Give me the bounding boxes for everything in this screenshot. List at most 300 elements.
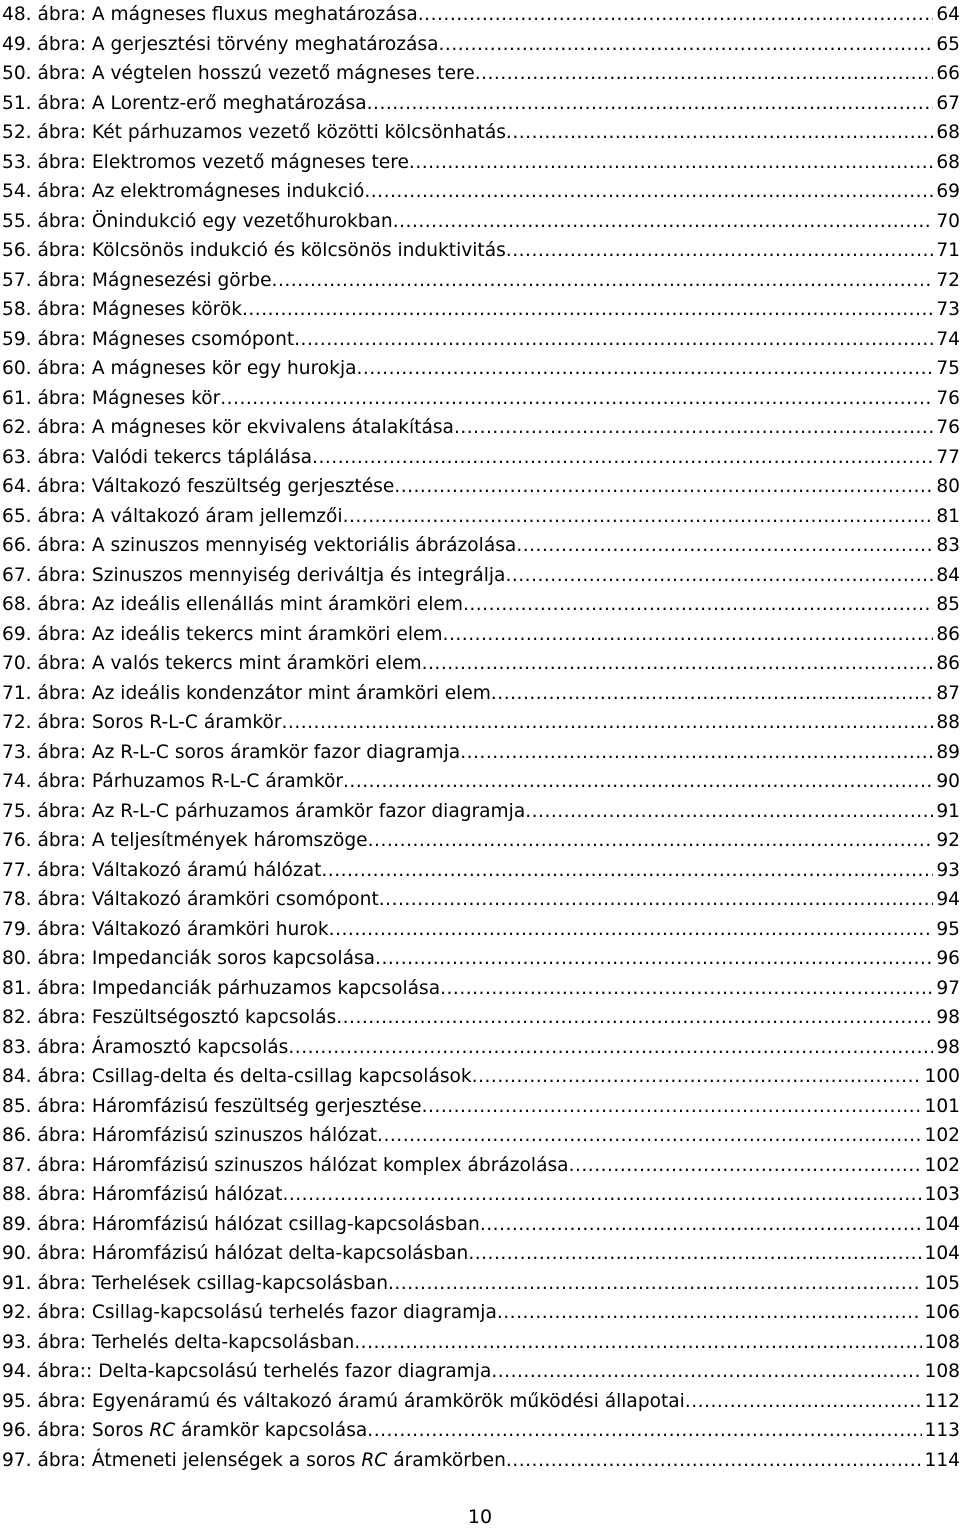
page-reference: 94 <box>936 889 960 910</box>
page-reference: 106 <box>924 1302 960 1323</box>
figure-prefix: ábra: <box>37 328 86 350</box>
dot-leader <box>282 708 934 738</box>
dot-leader <box>440 974 933 1004</box>
dot-leader <box>569 1151 922 1181</box>
dot-leader <box>525 797 933 827</box>
figure-title: Az R-L-C párhuzamos áramkör fazor diagramja <box>91 800 526 822</box>
dot-leader <box>506 236 934 266</box>
figure-number: 68. <box>2 594 32 615</box>
toc-entry[interactable] <box>2 502 960 532</box>
toc-entry-label <box>2 1210 480 1240</box>
figure-prefix: ábra: <box>37 948 86 969</box>
dot-leader <box>409 148 933 178</box>
dot-leader <box>422 1092 922 1122</box>
page-reference: 75 <box>936 358 960 379</box>
figure-title: Váltakozó áramú hálózat <box>91 859 322 881</box>
page-reference: 88 <box>936 712 960 733</box>
toc-entry-label <box>2 354 357 384</box>
figure-number: 78. <box>2 889 32 910</box>
page-reference: 74 <box>936 328 960 350</box>
figure-number: 93. <box>2 1331 32 1353</box>
figure-number: 81. <box>2 977 32 999</box>
toc-entry[interactable] <box>2 1328 960 1358</box>
page-reference: 105 <box>924 1272 960 1294</box>
toc-entry[interactable] <box>2 118 960 148</box>
figure-number: 53. <box>2 151 32 173</box>
toc-entry[interactable] <box>2 1180 960 1210</box>
figure-title: A mágneses fluxus meghatározása <box>91 4 418 25</box>
figure-prefix: ábra: <box>37 33 86 55</box>
figure-prefix: ábra: <box>37 210 86 232</box>
figure-prefix: ábra: <box>37 1213 86 1235</box>
figure-prefix: ábra: <box>37 1036 86 1058</box>
toc-entry[interactable] <box>2 325 960 355</box>
figure-title: Impedanciák párhuzamos kapcsolása <box>91 977 441 999</box>
figure-number: 61. <box>2 387 32 409</box>
figure-number: 64. <box>2 476 32 497</box>
figure-prefix: ábra: <box>37 535 86 556</box>
page-reference: 92 <box>936 830 960 851</box>
figure-number: 62. <box>2 417 32 438</box>
figure-title-part: Soros <box>91 1420 150 1441</box>
page-reference: 86 <box>936 623 960 645</box>
figure-title: Párhuzamos R-L-C áramkör <box>91 771 344 792</box>
figure-number: 80. <box>2 948 32 969</box>
page-reference: 65 <box>936 33 960 55</box>
figure-title <box>92 1420 367 1441</box>
toc-entry[interactable] <box>2 826 960 856</box>
page-reference: 72 <box>936 269 960 291</box>
page-reference: 66 <box>936 63 960 84</box>
toc-entry[interactable] <box>2 0 960 30</box>
page-reference: 104 <box>924 1213 960 1235</box>
toc-entry[interactable] <box>2 974 960 1004</box>
page-reference: 64 <box>936 4 960 25</box>
figure-title: A teljesítmények háromszöge <box>91 830 368 851</box>
figure-number: 97. <box>2 1449 32 1471</box>
toc-entry-label <box>2 1446 506 1476</box>
toc-entry[interactable] <box>2 1121 960 1151</box>
toc-entry[interactable] <box>2 384 960 414</box>
dot-leader <box>294 325 933 355</box>
dot-leader <box>282 1180 921 1210</box>
dot-leader <box>312 443 933 473</box>
figure-title: Delta-kapcsolású terhelés fazor diagramja <box>98 1361 492 1382</box>
page-reference: 108 <box>924 1361 960 1382</box>
figure-title: A Lorentz-erő meghatározása <box>91 92 367 114</box>
page-reference: 85 <box>936 594 960 615</box>
toc-entry[interactable] <box>2 295 960 325</box>
dot-leader <box>272 266 934 296</box>
page-reference: 68 <box>936 151 960 173</box>
figure-prefix: ábra: <box>37 1331 86 1353</box>
toc-entry-label <box>2 1357 491 1387</box>
figure-title: Háromfázisú szinuszos hálózat komplex ábrázolása <box>91 1154 569 1176</box>
figure-prefix: ábra:: <box>37 1361 93 1382</box>
toc-entry[interactable] <box>2 915 960 945</box>
figure-number: 58. <box>2 299 32 320</box>
figure-number: 67. <box>2 564 32 586</box>
dot-leader <box>491 679 933 709</box>
toc-entry-label <box>2 1062 472 1092</box>
toc-entry[interactable] <box>2 944 960 974</box>
toc-entry[interactable] <box>2 177 960 207</box>
dot-leader <box>480 1210 922 1240</box>
figure-prefix: ábra: <box>37 771 86 792</box>
figure-prefix: ábra: <box>37 623 86 645</box>
page-reference: 71 <box>936 240 960 261</box>
toc-entry-label <box>2 413 454 443</box>
figure-number: 90. <box>2 1243 32 1264</box>
figure-number: 96. <box>2 1420 32 1441</box>
toc-entry-label <box>2 856 321 886</box>
figure-title: Áramosztó kapcsolás <box>91 1036 289 1058</box>
figure-prefix: ábra: <box>37 476 86 497</box>
figure-number: 82. <box>2 1007 32 1028</box>
dot-leader <box>468 1239 921 1269</box>
figure-prefix: ábra: <box>37 712 86 733</box>
figure-prefix: ábra: <box>37 358 86 379</box>
figure-number: 59. <box>2 328 32 350</box>
figure-prefix: ábra: <box>37 122 86 143</box>
figure-prefix: ábra: <box>37 92 86 114</box>
figure-number: 49. <box>2 33 32 55</box>
page-reference: 89 <box>936 741 960 763</box>
toc-entry-label <box>2 561 505 591</box>
toc-entry-label <box>2 1298 497 1328</box>
figure-prefix: ábra: <box>37 682 86 704</box>
figure-prefix: ábra: <box>37 63 86 84</box>
figure-prefix: ábra: <box>37 1449 86 1471</box>
dot-leader <box>388 1269 922 1299</box>
page-reference: 87 <box>936 682 960 704</box>
figure-number: 73. <box>2 741 32 763</box>
figure-prefix: ábra: <box>37 181 86 202</box>
toc-entry-label <box>2 620 443 650</box>
dot-leader <box>460 738 933 768</box>
toc-entry-label <box>2 885 379 915</box>
figure-title: Háromfázisú feszültség gerjesztése <box>91 1095 422 1117</box>
page-reference: 98 <box>936 1007 960 1028</box>
dot-leader <box>506 118 933 148</box>
figure-number: 92. <box>2 1302 32 1323</box>
toc-entry-label <box>2 295 242 325</box>
figure-title: A mágneses kör ekvivalens átalakítása <box>91 417 454 438</box>
toc-entry[interactable] <box>2 1210 960 1240</box>
toc-entry[interactable] <box>2 620 960 650</box>
dot-leader <box>439 30 934 60</box>
toc-entry[interactable] <box>2 266 960 296</box>
toc-entry[interactable] <box>2 767 960 797</box>
figure-number: 91. <box>2 1272 32 1294</box>
toc-entry[interactable] <box>2 413 960 443</box>
figure-title-part: áramkörben <box>387 1449 506 1471</box>
page-reference: 76 <box>936 417 960 438</box>
figure-number: 66. <box>2 535 32 556</box>
figure-prefix: ábra: <box>37 1154 86 1176</box>
figure-prefix: ábra: <box>37 653 86 674</box>
dot-leader <box>242 295 933 325</box>
toc-entry[interactable] <box>2 354 960 384</box>
toc-entry[interactable] <box>2 236 960 266</box>
toc-entry[interactable] <box>2 1269 960 1299</box>
page-reference: 83 <box>936 535 960 556</box>
figure-number: 48. <box>2 4 32 25</box>
figure-number: 84. <box>2 1066 32 1087</box>
page-reference: 67 <box>936 92 960 114</box>
dot-leader <box>475 59 934 89</box>
toc-entry-label <box>2 1003 336 1033</box>
toc-entry-label <box>2 944 375 974</box>
figure-title: Mágneses kör <box>91 387 221 409</box>
toc-entry[interactable] <box>2 1092 960 1122</box>
page-reference: 108 <box>924 1331 960 1353</box>
figure-title: Az ideális kondenzátor mint áramköri elem <box>91 682 491 704</box>
figure-prefix: ábra: <box>37 1272 86 1294</box>
figure-title: Váltakozó áramköri hurok <box>91 918 329 940</box>
figure-title: A gerjesztési törvény meghatározása <box>91 33 439 55</box>
page-reference: 98 <box>936 1036 960 1058</box>
toc-entry[interactable] <box>2 472 960 502</box>
figure-title: Háromfázisú szinuszos hálózat <box>91 1125 378 1146</box>
toc-entry[interactable] <box>2 738 960 768</box>
dot-leader <box>367 89 934 119</box>
figure-prefix: ábra: <box>37 446 86 468</box>
figure-number: 86. <box>2 1125 32 1146</box>
figure-prefix: ábra: <box>37 1243 86 1264</box>
toc-entry-label <box>2 325 294 355</box>
figure-number: 55. <box>2 210 32 232</box>
dot-leader <box>394 472 933 502</box>
figure-number: 79. <box>2 918 32 940</box>
toc-entry[interactable] <box>2 856 960 886</box>
figure-prefix: ábra: <box>37 741 86 763</box>
toc-entry[interactable] <box>2 590 960 620</box>
figure-number: 54. <box>2 181 32 202</box>
figure-title-emphasis: RC <box>361 1449 388 1471</box>
figure-prefix: ábra: <box>37 1302 86 1323</box>
toc-entry-label <box>2 1092 422 1122</box>
toc-entry[interactable] <box>2 1151 960 1181</box>
figure-title: Az elektromágneses indukció <box>91 181 365 202</box>
dot-leader <box>506 1446 922 1476</box>
figure-title: Mágnesezési görbe <box>91 269 272 291</box>
dot-leader <box>343 767 933 797</box>
figure-title: Háromfázisú hálózat csillag-kapcsolásban <box>91 1213 480 1235</box>
figure-prefix: ábra: <box>37 4 86 25</box>
toc-entry-label <box>2 502 343 532</box>
toc-entry[interactable] <box>2 207 960 237</box>
page-reference: 77 <box>936 446 960 468</box>
toc-entry[interactable] <box>2 708 960 738</box>
page-reference: 81 <box>936 505 960 527</box>
figure-title: Az ideális ellenállás mint áramköri elem <box>91 594 463 615</box>
figure-number: 75. <box>2 800 32 822</box>
toc-entry-label <box>2 384 220 414</box>
figure-number: 95. <box>2 1390 32 1412</box>
toc-entry-label <box>2 266 272 296</box>
page-reference: 80 <box>936 476 960 497</box>
dot-leader <box>454 413 933 443</box>
figure-title: Mágneses körök <box>91 299 242 320</box>
dot-leader <box>443 620 934 650</box>
figure-prefix: ábra: <box>37 387 86 409</box>
page-reference: 90 <box>936 771 960 792</box>
toc-entry-label <box>2 89 367 119</box>
toc-entry-label <box>2 1033 288 1063</box>
toc-entry[interactable] <box>2 1357 960 1387</box>
figure-prefix: ábra: <box>37 1390 86 1412</box>
figure-prefix: ábra: <box>37 505 86 527</box>
figure-number: 52. <box>2 122 32 143</box>
figure-number: 74. <box>2 771 32 792</box>
figure-prefix: ábra: <box>37 889 86 910</box>
page-reference: 102 <box>924 1125 960 1146</box>
toc-entry-label <box>2 708 282 738</box>
figure-prefix: ábra: <box>37 299 86 320</box>
toc-entry-label <box>2 148 409 178</box>
toc-entry[interactable] <box>2 885 960 915</box>
figure-title: Háromfázisú hálózat delta-kapcsolásban <box>91 1243 469 1264</box>
figure-prefix: ábra: <box>37 269 86 291</box>
toc-entry-label <box>2 826 368 856</box>
toc-entry[interactable] <box>2 59 960 89</box>
figure-title: Az ideális tekercs mint áramköri elem <box>91 623 443 645</box>
toc-entry-label <box>2 443 312 473</box>
toc-entry-label <box>2 531 516 561</box>
toc-entry-label <box>2 0 418 30</box>
dot-leader <box>377 1121 921 1151</box>
toc-entry-label <box>2 679 491 709</box>
dot-leader <box>375 944 933 974</box>
dot-leader <box>393 207 934 237</box>
dot-leader <box>418 0 934 30</box>
page-reference: 73 <box>936 299 960 320</box>
toc-entry-label <box>2 1180 282 1210</box>
toc-entry-label <box>2 236 506 266</box>
figure-title: Két párhuzamos vezető közötti kölcsönhatás <box>91 122 506 143</box>
figure-title: Csillag-kapcsolású terhelés fazor diagramja <box>91 1302 497 1323</box>
toc-entry[interactable] <box>2 1446 960 1476</box>
toc-entry-label <box>2 797 525 827</box>
figure-number: 71. <box>2 682 32 704</box>
toc-entry-label <box>2 118 506 148</box>
toc-entry-label <box>2 59 475 89</box>
dot-leader <box>491 1357 921 1387</box>
figure-number: 56. <box>2 240 32 261</box>
toc-entry-label <box>2 1269 388 1299</box>
figure-number: 88. <box>2 1184 32 1205</box>
toc-entry[interactable] <box>2 89 960 119</box>
toc-entry[interactable] <box>2 1298 960 1328</box>
toc-entry-label <box>2 1151 569 1181</box>
figure-prefix: ábra: <box>37 1095 86 1117</box>
dot-leader <box>497 1298 922 1328</box>
figure-prefix: ábra: <box>37 859 86 881</box>
toc-entry[interactable] <box>2 1239 960 1269</box>
dot-leader <box>321 856 933 886</box>
figure-prefix: ábra: <box>37 564 86 586</box>
toc-entry-label <box>2 915 329 945</box>
figure-prefix: ábra: <box>37 1125 86 1146</box>
figure-prefix: ábra: <box>37 240 86 261</box>
dot-leader <box>685 1387 922 1417</box>
figure-number: 65. <box>2 505 32 527</box>
figure-prefix: ábra: <box>37 800 86 822</box>
page-reference: 113 <box>924 1420 960 1441</box>
figure-prefix: ábra: <box>37 918 86 940</box>
dot-leader <box>288 1033 933 1063</box>
figure-title: Csillag-delta és delta-csillag kapcsolások <box>91 1066 472 1087</box>
toc-entry[interactable] <box>2 679 960 709</box>
toc-entry-label <box>2 1121 377 1151</box>
figure-prefix: ábra: <box>37 1066 86 1087</box>
toc-entry-label <box>2 1328 354 1358</box>
figure-prefix: ábra: <box>37 977 86 999</box>
figure-title: A szinuszos mennyiség vektoriális ábrázolása <box>91 535 517 556</box>
figure-prefix: ábra: <box>37 594 86 615</box>
toc-entry[interactable] <box>2 797 960 827</box>
figure-number: 72. <box>2 712 32 733</box>
toc-entry-label <box>2 767 343 797</box>
page-reference: 103 <box>924 1184 960 1205</box>
toc-entry[interactable] <box>2 1062 960 1092</box>
toc-entry-label <box>2 30 439 60</box>
page-reference: 86 <box>936 653 960 674</box>
figure-title: Valódi tekercs táplálása <box>91 446 313 468</box>
toc-entry[interactable] <box>2 1003 960 1033</box>
dot-leader <box>357 354 934 384</box>
dot-leader <box>364 177 933 207</box>
figure-title: Egyenáramú és váltakozó áramú áramkörök működési állapotai <box>91 1390 685 1412</box>
toc-entry-label <box>2 1416 367 1446</box>
toc-entry-label <box>2 177 364 207</box>
figure-prefix: ábra: <box>37 1184 86 1205</box>
figure-title: Feszültségosztó kapcsolás <box>91 1007 337 1028</box>
figure-prefix: ábra: <box>37 1007 86 1028</box>
figure-title: Az R-L-C soros áramkör fazor diagramja <box>91 741 461 763</box>
toc-entry[interactable] <box>2 443 960 473</box>
toc-entry[interactable] <box>2 561 960 591</box>
toc-entry[interactable] <box>2 148 960 178</box>
toc-entry[interactable] <box>2 531 960 561</box>
figure-title: Kölcsönös indukció és kölcsönös induktivitás <box>91 240 506 261</box>
page-reference: 112 <box>924 1390 960 1412</box>
figure-number: 85. <box>2 1095 32 1117</box>
toc-entry[interactable] <box>2 649 960 679</box>
toc-entry[interactable] <box>2 1033 960 1063</box>
figure-number: 63. <box>2 446 32 468</box>
toc-entry-label <box>2 1239 468 1269</box>
figure-number: 76. <box>2 830 32 851</box>
page-reference: 91 <box>936 800 960 822</box>
figure-number: 60. <box>2 358 32 379</box>
dot-leader <box>368 826 934 856</box>
toc-entry[interactable] <box>2 1416 960 1446</box>
dot-leader <box>336 1003 933 1033</box>
figure-title-part: Átmeneti jelenségek a soros <box>91 1449 362 1471</box>
toc-entry[interactable] <box>2 1387 960 1417</box>
dot-leader <box>329 915 934 945</box>
page-reference: 70 <box>936 210 960 232</box>
page-reference: 114 <box>924 1449 960 1471</box>
figure-title <box>92 1450 506 1471</box>
figure-number: 57. <box>2 269 32 291</box>
toc-entry[interactable] <box>2 30 960 60</box>
figure-title: Szinuszos mennyiség deriváltja és integrálja <box>91 564 506 586</box>
figure-title: Impedanciák soros kapcsolása <box>91 948 376 969</box>
figure-number: 89. <box>2 1213 32 1235</box>
